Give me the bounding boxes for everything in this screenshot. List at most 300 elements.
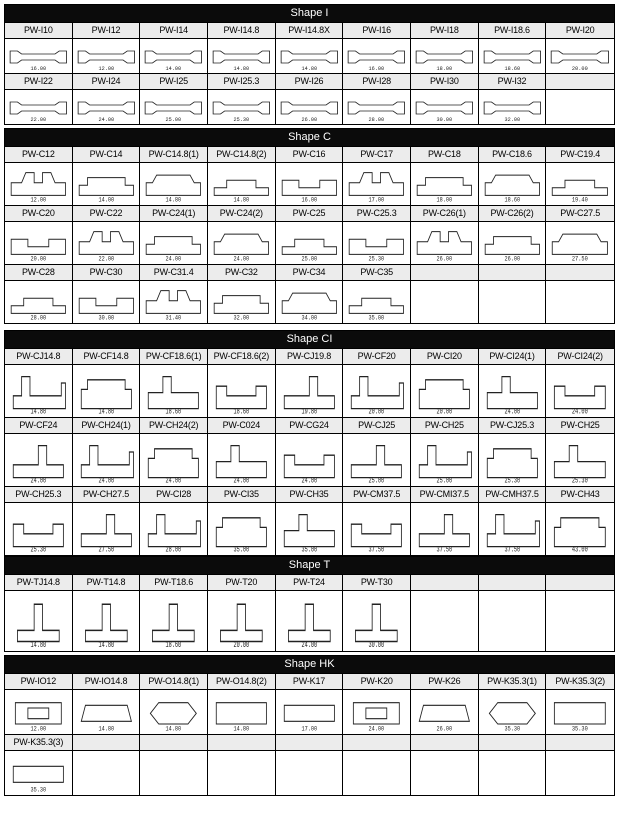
profile-drawing (345, 165, 408, 203)
profile-image (411, 591, 478, 651)
profile-outline (216, 703, 266, 724)
empty-cell (546, 73, 614, 124)
profile-image (546, 163, 614, 205)
profile-outline (354, 703, 400, 724)
profile-outline (484, 102, 540, 114)
profile-cell (479, 417, 547, 486)
dimension-label: 25.30 (30, 545, 47, 553)
profile-drawing (142, 436, 205, 484)
profile-drawing (481, 367, 544, 415)
profile-cell (343, 264, 411, 323)
profile-image (411, 222, 478, 264)
profile-drawing (413, 165, 476, 203)
profile-image (411, 751, 478, 795)
profile-code (479, 735, 546, 751)
dimension-label: 16.00 (301, 196, 317, 203)
profile-outline (282, 293, 336, 313)
profile-outline (553, 234, 608, 254)
profile-outline (213, 102, 269, 114)
dimension-label: 24.00 (233, 476, 250, 484)
profile-code: PW-C16 (276, 147, 343, 163)
dimension-label: 14.80 (165, 725, 182, 732)
profile-code: PW-CF18.6(2) (208, 349, 275, 365)
profile-cell (73, 73, 141, 124)
dimension-label: 24.00 (301, 476, 317, 484)
profile-code (411, 575, 478, 591)
profile-code: PW-C24(2) (208, 206, 275, 222)
profile-outline (149, 377, 199, 409)
profile-outline (485, 237, 539, 255)
profile-image (208, 751, 275, 795)
profile-cell (343, 486, 411, 555)
profile-image (343, 39, 410, 73)
profile-drawing (481, 436, 544, 484)
dimension-label: 25.00 (436, 476, 453, 484)
profile-code: PW-CG24 (276, 418, 343, 434)
profile-code: PW-C22 (73, 206, 140, 222)
profile-image (208, 39, 275, 73)
profile-image (208, 90, 275, 124)
profile-image (73, 690, 140, 734)
profile-image (140, 163, 207, 205)
profile-image (5, 503, 72, 555)
profile-code (479, 575, 546, 591)
section-shape-t (4, 556, 615, 652)
profile-outline (348, 51, 404, 63)
profile-code: PW-T30 (343, 575, 410, 591)
dimension-label: 30.00 (368, 640, 385, 649)
dimension-label: 18.60 (165, 640, 182, 649)
profile-code: PW-K35.3(3) (5, 735, 72, 751)
dimension-label: 14.80 (233, 66, 250, 71)
empty-cell (276, 734, 344, 795)
profile-image (276, 281, 343, 323)
profile-outline (79, 298, 133, 313)
profile-image (546, 365, 614, 417)
profile-outline (81, 446, 133, 478)
section-shape-ci (4, 330, 615, 556)
dimension-label: 26.00 (504, 255, 520, 262)
profile-drawing (7, 224, 70, 262)
profile-code: PW-C14.8(1) (140, 147, 207, 163)
profile-drawing (75, 41, 138, 71)
profile-image (343, 222, 410, 264)
profile-cell (140, 417, 208, 486)
profile-code: PW-CI35 (208, 487, 275, 503)
empty-cell (479, 264, 547, 323)
profile-code: PW-I24 (73, 74, 140, 90)
profile-code: PW-C25.3 (343, 206, 410, 222)
profile-image (546, 39, 614, 73)
profile-outline (214, 180, 268, 195)
profile-outline (13, 766, 63, 782)
profile-drawing (210, 165, 273, 203)
profile-code: PW-K17 (276, 674, 343, 690)
empty-cell (546, 574, 614, 651)
profile-image (73, 503, 140, 555)
dimension-label: 18.60 (504, 196, 520, 203)
profile-cell (73, 486, 141, 555)
profile-code: PW-I28 (343, 74, 410, 90)
dimension-label: 12.00 (30, 725, 47, 732)
profile-drawing (345, 41, 408, 71)
profile-drawing (345, 92, 408, 122)
profile-outline (11, 298, 65, 313)
empty-cell (73, 734, 141, 795)
profile-outline (352, 377, 404, 409)
profile-outline (153, 604, 195, 641)
dimension-label: 25.30 (504, 476, 520, 484)
profile-code: PW-C14.8(2) (208, 147, 275, 163)
dimension-label: 12.00 (30, 196, 47, 203)
profile-image (208, 163, 275, 205)
profile-cell (343, 348, 411, 417)
profile-drawing (278, 165, 341, 203)
profile-drawing (548, 505, 612, 553)
profile-drawing (7, 41, 70, 71)
profile-drawing (7, 436, 70, 484)
profile-image (73, 281, 140, 323)
profile-code: PW-C26(1) (411, 206, 478, 222)
profile-image (140, 365, 207, 417)
profile-code: PW-CH25 (411, 418, 478, 434)
profile-cell (276, 205, 344, 264)
profile-code: PW-I16 (343, 23, 410, 39)
profile-image (5, 365, 72, 417)
profile-code (208, 735, 275, 751)
profile-drawing (413, 367, 476, 415)
profile-code (73, 735, 140, 751)
profile-drawing (548, 436, 612, 484)
profile-code (140, 735, 207, 751)
profile-outline (79, 178, 133, 196)
profile-cell (140, 205, 208, 264)
profile-code: PW-I12 (73, 23, 140, 39)
profile-image (276, 503, 343, 555)
profile-drawing (210, 692, 273, 732)
profile-drawing (345, 367, 408, 415)
profile-image (5, 690, 72, 734)
section-shape-i (4, 4, 615, 125)
profile-code: PW-I18.6 (479, 23, 546, 39)
profile-cell (5, 348, 73, 417)
profile-image (5, 434, 72, 486)
profile-cell (276, 146, 344, 205)
profile-cell (208, 146, 276, 205)
profile-drawing (75, 224, 138, 262)
profile-code: PW-CM37.5 (343, 487, 410, 503)
profile-drawing (75, 367, 138, 415)
profile-outline (417, 232, 471, 255)
profile-drawing (278, 92, 341, 122)
profile-image (479, 163, 546, 205)
profile-image (140, 39, 207, 73)
profile-code (479, 265, 546, 281)
profile-image (140, 434, 207, 486)
profile-cell (343, 73, 411, 124)
profile-code (546, 265, 614, 281)
profile-cell (479, 486, 547, 555)
dimension-label: 14.80 (30, 640, 47, 649)
profile-outline (81, 380, 131, 409)
profile-code: PW-C20 (5, 206, 72, 222)
profile-outline (145, 102, 201, 114)
profile-drawing (548, 367, 612, 415)
dimension-label: 43.00 (572, 545, 589, 553)
profile-drawing (413, 41, 476, 71)
profile-code: PW-I22 (5, 74, 72, 90)
profile-code: PW-CJ14.8 (5, 349, 72, 365)
dimension-label: 26.00 (436, 725, 453, 732)
profile-image (208, 434, 275, 486)
section-title: Shape T (5, 557, 614, 574)
profile-cell (479, 348, 547, 417)
dimension-label: 16.00 (30, 66, 47, 71)
profile-image (411, 434, 478, 486)
profile-image (343, 751, 410, 795)
profile-outline (352, 446, 402, 478)
profile-grid (5, 146, 614, 323)
dimension-label: 35.00 (233, 545, 250, 553)
profile-outline (81, 515, 131, 547)
profile-code: PW-C31.4 (140, 265, 207, 281)
profile-outline (284, 455, 334, 477)
profile-image (479, 690, 546, 734)
profile-cell (208, 205, 276, 264)
profile-code: PW-CJ25.3 (479, 418, 546, 434)
profile-cell (276, 486, 344, 555)
profile-code: PW-C32 (208, 265, 275, 281)
profile-code: PW-CMH37.5 (479, 487, 546, 503)
profile-drawing (345, 505, 408, 553)
dimension-label: 37.50 (436, 545, 453, 553)
section-title: Shape I (5, 5, 614, 22)
profile-image (208, 365, 275, 417)
profile-drawing (548, 224, 612, 262)
profile-code: PW-C12 (5, 147, 72, 163)
profile-cell (140, 574, 208, 651)
profile-code: PW-I30 (411, 74, 478, 90)
profile-cell (73, 417, 141, 486)
profile-cell (5, 486, 73, 555)
profile-outline (487, 449, 537, 478)
profile-outline (78, 102, 134, 114)
profile-outline (485, 175, 539, 195)
profile-outline (555, 446, 606, 478)
profile-cell (479, 146, 547, 205)
profile-outline (284, 515, 334, 547)
profile-grid (5, 348, 614, 555)
dimension-label: 35.30 (572, 725, 589, 732)
profile-drawing (142, 593, 205, 649)
profile-drawing (7, 692, 70, 732)
profile-image (73, 591, 140, 651)
profile-outline (484, 51, 540, 63)
profile-code: PW-C34 (276, 265, 343, 281)
profile-code: PW-T14.8 (73, 575, 140, 591)
profile-outline (10, 102, 66, 114)
profile-code (546, 74, 614, 90)
dimension-label: 35.00 (301, 545, 317, 553)
profile-image (411, 365, 478, 417)
dimension-label: 24.00 (165, 255, 182, 262)
dimension-label: 19.40 (572, 196, 589, 203)
profile-outline (13, 524, 63, 546)
profile-cell (5, 673, 73, 734)
profile-cell (411, 73, 479, 124)
profile-image (73, 163, 140, 205)
profile-outline (282, 239, 336, 254)
profile-drawing (7, 505, 70, 553)
profile-code: PW-CH27.5 (73, 487, 140, 503)
profile-drawing (481, 92, 544, 122)
profile-image (411, 281, 478, 323)
empty-cell (546, 734, 614, 795)
profile-cell (73, 205, 141, 264)
dimension-label: 18.60 (165, 407, 182, 415)
profile-outline (419, 705, 469, 721)
profile-code: PW-O14.8(2) (208, 674, 275, 690)
profile-cell (343, 205, 411, 264)
dimension-label: 32.00 (233, 314, 250, 321)
dimension-label: 18.60 (233, 407, 250, 415)
profile-image (343, 365, 410, 417)
profile-code: PW-C28 (5, 265, 72, 281)
dimension-label: 19.80 (301, 407, 317, 415)
profile-code: PW-C18 (411, 147, 478, 163)
profile-drawing (345, 692, 408, 732)
profile-image (140, 222, 207, 264)
profile-drawing (548, 165, 612, 203)
profile-drawing (142, 41, 205, 71)
dimension-label: 24.00 (301, 640, 317, 649)
profile-code (546, 735, 614, 751)
profile-code: PW-I32 (479, 74, 546, 90)
profile-cell (73, 146, 141, 205)
profile-cell (73, 348, 141, 417)
profile-outline (78, 51, 134, 63)
profile-cell (5, 146, 73, 205)
empty-cell (208, 734, 276, 795)
profile-outline (489, 703, 535, 724)
profile-drawing (75, 165, 138, 203)
profile-code: PW-I14.8X (276, 23, 343, 39)
profile-outline (149, 449, 199, 478)
profile-code (411, 735, 478, 751)
profile-image (479, 90, 546, 124)
profile-drawing (413, 92, 476, 122)
dimension-label: 20.00 (233, 640, 250, 649)
profile-cell (343, 146, 411, 205)
profile-cell (479, 22, 547, 73)
profile-cell (5, 417, 73, 486)
profile-drawing (278, 41, 341, 71)
profile-cell (73, 673, 141, 734)
profile-outline (220, 604, 262, 641)
profile-drawing (345, 593, 408, 649)
empty-cell (140, 734, 208, 795)
dimension-label: 28.00 (165, 545, 182, 553)
profile-code: PW-C24(1) (140, 206, 207, 222)
profile-image (276, 751, 343, 795)
profile-outline (284, 377, 334, 409)
section-shape-c (4, 128, 615, 324)
profile-image (411, 90, 478, 124)
profile-cell (208, 574, 276, 651)
profile-drawing (142, 283, 205, 321)
dimension-label: 35.30 (30, 786, 47, 793)
profile-image (343, 591, 410, 651)
profile-drawing (142, 92, 205, 122)
dimension-label: 37.50 (504, 545, 520, 553)
dimension-label: 12.00 (98, 66, 114, 71)
profile-outline (487, 515, 539, 547)
profile-image (479, 39, 546, 73)
profile-code: PW-CH24(2) (140, 418, 207, 434)
profile-cell (411, 205, 479, 264)
profile-code: PW-CMI37.5 (411, 487, 478, 503)
profile-drawing (75, 436, 138, 484)
profile-drawing (210, 367, 273, 415)
profile-code: PW-CI24(1) (479, 349, 546, 365)
profile-cell (411, 146, 479, 205)
profile-image (208, 222, 275, 264)
profile-drawing (481, 224, 544, 262)
dimension-label: 14.80 (165, 196, 182, 203)
profile-drawing (210, 505, 273, 553)
profile-cell (5, 22, 73, 73)
dimension-label: 28.00 (368, 117, 385, 122)
dimension-label: 37.50 (368, 545, 385, 553)
profile-image (5, 163, 72, 205)
dimension-label: 17.00 (301, 725, 317, 732)
profile-drawing (278, 692, 341, 732)
section-shape-hk (4, 655, 615, 796)
profile-image (5, 591, 72, 651)
profile-cell (276, 73, 344, 124)
dimension-label: 25.00 (165, 117, 182, 122)
profile-code: PW-O14.8(1) (140, 674, 207, 690)
empty-cell (343, 734, 411, 795)
profile-code (343, 735, 410, 751)
dimension-label: 24.00 (504, 407, 520, 415)
profile-outline (10, 51, 66, 63)
profile-drawing (278, 505, 341, 553)
profile-code: PW-CH24(1) (73, 418, 140, 434)
profile-image (5, 39, 72, 73)
profile-code: PW-IO12 (5, 674, 72, 690)
profile-image (546, 751, 614, 795)
profile-outline (284, 705, 334, 721)
dimension-label: 16.00 (368, 66, 385, 71)
profile-outline (416, 51, 472, 63)
profile-drawing (7, 753, 70, 793)
section-title: Shape CI (5, 331, 614, 348)
profile-code: PW-I25 (140, 74, 207, 90)
profile-outline (11, 173, 65, 196)
profile-drawing (210, 593, 273, 649)
profile-image (208, 591, 275, 651)
dimension-label: 24.00 (572, 407, 589, 415)
profile-cell (546, 348, 614, 417)
profile-outline (281, 51, 337, 63)
profile-image (479, 365, 546, 417)
empty-cell (411, 264, 479, 323)
profile-code: PW-CF24 (5, 418, 72, 434)
profile-grid (5, 22, 614, 124)
profile-outline (216, 446, 266, 478)
profile-code: PW-C30 (73, 265, 140, 281)
